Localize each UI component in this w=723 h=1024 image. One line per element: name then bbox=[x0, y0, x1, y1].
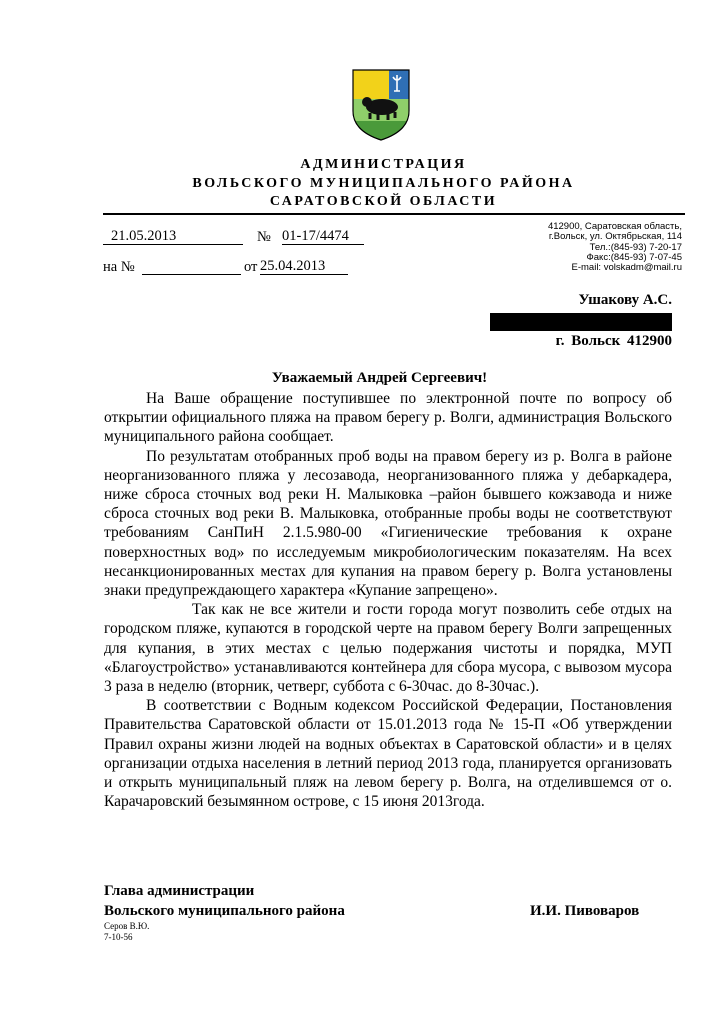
body-paragraph-3: Так как не все жители и гости города могут позволить себе отдых на городском пляже, купаются в городской черте на правом берегу Волги запрещенных для купания, в этих местах с целью подержания чистоты и порядка, МУП «Благоустройство» устанавливаются контейнера для сбора мусора, с вывозом мусора 3 раза в неделю (вторник, четверг, суббота с 6-30час. до 8-30час.). bbox=[104, 601, 672, 696]
contact-phone: Тел.:(845-93) 7-20-17 bbox=[589, 241, 682, 253]
reference-label: на № bbox=[103, 259, 135, 275]
greeting: Уважаемый Андрей Сергеевич! bbox=[271, 370, 488, 386]
header-line-2: ВОЛЬСКОГО МУНИЦИПАЛЬНОГО РАЙОНА bbox=[192, 176, 575, 191]
contact-fax: Факс:(845-93) 7-07-45 bbox=[586, 251, 682, 263]
recipient-name: Ушакову А.С. bbox=[578, 292, 672, 308]
reference-date-label: от bbox=[244, 259, 258, 275]
contact-email: E-mail: volskadm@mail.ru bbox=[571, 262, 682, 274]
signature-title-2: Вольского муниципального района bbox=[104, 903, 345, 919]
recipient-city: г. Вольск 412900 bbox=[555, 333, 672, 349]
header-line-3: САРАТОВСКОЙ ОБЛАСТИ bbox=[269, 194, 498, 209]
body-paragraph-1: На Ваше обращение поступившее по электронной почте по вопросу об открытии официального пляжа на правом берегу р. Волги, администрация Вольского муниципального района сообщает. bbox=[104, 390, 672, 446]
header-divider bbox=[103, 213, 685, 215]
executor-name: Серов В.Ю. bbox=[104, 921, 150, 931]
volsk-district-coat-of-arms-icon bbox=[352, 69, 410, 141]
reference-date: 25.04.2013 bbox=[260, 259, 348, 275]
contact-address-line: 412900, Саратовская область, bbox=[547, 221, 682, 232]
letter-body bbox=[104, 389, 672, 811]
executor-phone: 7-10-56 bbox=[104, 932, 133, 942]
signatory-name: И.И. Пивоваров bbox=[530, 903, 640, 919]
header-line-1: АДМИНИСТРАЦИЯ bbox=[300, 157, 467, 172]
reference-number-blank bbox=[142, 259, 241, 275]
executor-info bbox=[104, 921, 149, 943]
body-paragraph-2: По результатам отобранных проб воды на правом берегу из р. Волга в районе неорганизованного пляжа у лесозавода, неорганизованного пляжа у дебаркадера, ниже сброса сточных вод реки Н. Малыковка –район бывшего кожзавода и ниже сброса сточных вод реки В. Малыковка, отобранные пробы воды не соответствуют требованиям СанПиН 2.1.5.980-00 «Гигиенические требования к охране поверхностных вод» по исследуемым микробиологическим показателям. На всех несанкционированных местах для купания на правом берегу р. Волга установлены знаки предупреждающего характера «Купание запрещено». bbox=[104, 447, 672, 600]
contact-block bbox=[520, 222, 682, 273]
body-paragraph-4: В соответствии с Водным кодексом Российской Федерации, Постановления Правительства Саратовской области от 15.01.2013 года № 15-П «Об утверждении Правил охраны жизни людей на водных объектах в Саратовской области» и в целях организации отдыха населения в летний период 2013 года, планируется организовать и открыть муниципальный пляж на левом берегу р. Волга, на отделившемся от о. Карачаровский безымянном острове, с 15 июня 2013года. bbox=[104, 697, 672, 811]
number-label: № bbox=[257, 229, 271, 245]
signature-title-1: Глава администрации bbox=[104, 883, 255, 899]
letter-number: 01-17/4474 bbox=[282, 229, 364, 245]
contact-street-line: г.Вольск, ул. Октябрьская, 114 bbox=[548, 231, 682, 243]
redacted-address-bar bbox=[490, 313, 672, 331]
letter-date: 21.05.2013 bbox=[103, 229, 243, 245]
